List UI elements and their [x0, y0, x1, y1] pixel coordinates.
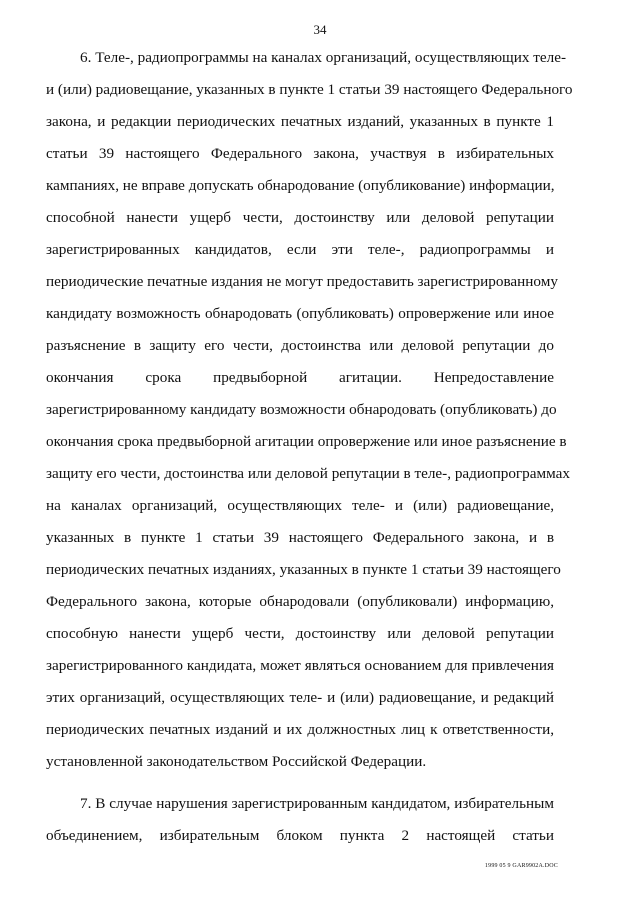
text-line: зарегистрированных кандидатов, если эти теле-, радиопрограммы и: [46, 241, 554, 258]
text-line: периодические печатные издания не могут предоставить зарегистрированному: [46, 273, 558, 290]
text-line: и (или) радиовещание, указанных в пункте 1 статьи 39 настоящего Федерального: [46, 81, 573, 98]
text-line: статьи 39 настоящего Федерального закона, участвуя в избирательных: [46, 145, 554, 162]
page-number: 34: [313, 22, 327, 37]
text-line: окончания срока предвыборной агитации. Непредоставление: [46, 369, 554, 386]
paragraph-6: [46, 47, 573, 783]
text-line: кампаниях, не вправе допускать обнародование (опубликование) информации,: [46, 177, 555, 194]
text-line: окончания срока предвыборной агитации опровержение или иное разъяснение в: [46, 433, 567, 450]
text-line: объединением, избирательным блоком пункта 2 настоящей статьи: [46, 827, 554, 844]
footer-document-code: 1999 05 9 GAR9902A.DOC: [484, 863, 558, 869]
text-line: способной нанести ущерб чести, достоинству или деловой репутации: [46, 209, 554, 226]
text-line: 7. В случае нарушения зарегистрированным кандидатом, избирательным: [80, 795, 554, 812]
text-line: защиту его чести, достоинства или деловой репутации в теле-, радиопрограммах: [46, 465, 570, 482]
text-line: 6. Теле-, радиопрограммы на каналах организаций, осуществляющих теле-: [80, 49, 567, 66]
text-line: периодических печатных изданий и их должностных лиц к ответственности,: [46, 721, 554, 738]
text-line: установленной законодательством Российской Федерации.: [46, 753, 427, 770]
text-line: указанных в пункте 1 статьи 39 настоящего Федерального закона, и в: [46, 529, 554, 546]
text-line: способную нанести ущерб чести, достоинству или деловой репутации: [46, 625, 554, 642]
paragraph-spacer: [46, 783, 554, 793]
document-body: [46, 47, 573, 857]
text-line: на каналах организаций, осуществляющих теле- и (или) радиовещание,: [46, 497, 554, 514]
text-line: зарегистрированного кандидата, может являться основанием для привлечения: [46, 657, 554, 674]
text-line: закона, и редакции периодических печатных изданий, указанных в пункте 1: [46, 113, 554, 130]
text-line: периодических печатных изданиях, указанных в пункте 1 статьи 39 настоящего: [46, 561, 561, 578]
text-line: Федерального закона, которые обнародовали (опубликовали) информацию,: [46, 593, 554, 610]
text-line: разъяснение в защиту его чести, достоинства или деловой репутации до: [46, 337, 554, 354]
text-line: этих организаций, осуществляющих теле- и (или) радиовещание, и редакций: [46, 689, 554, 706]
text-line: кандидату возможность обнародовать (опубликовать) опровержение или иное: [46, 305, 554, 322]
paragraph-7: [46, 793, 554, 857]
text-line: зарегистрированному кандидату возможности обнародовать (опубликовать) до: [46, 401, 557, 418]
